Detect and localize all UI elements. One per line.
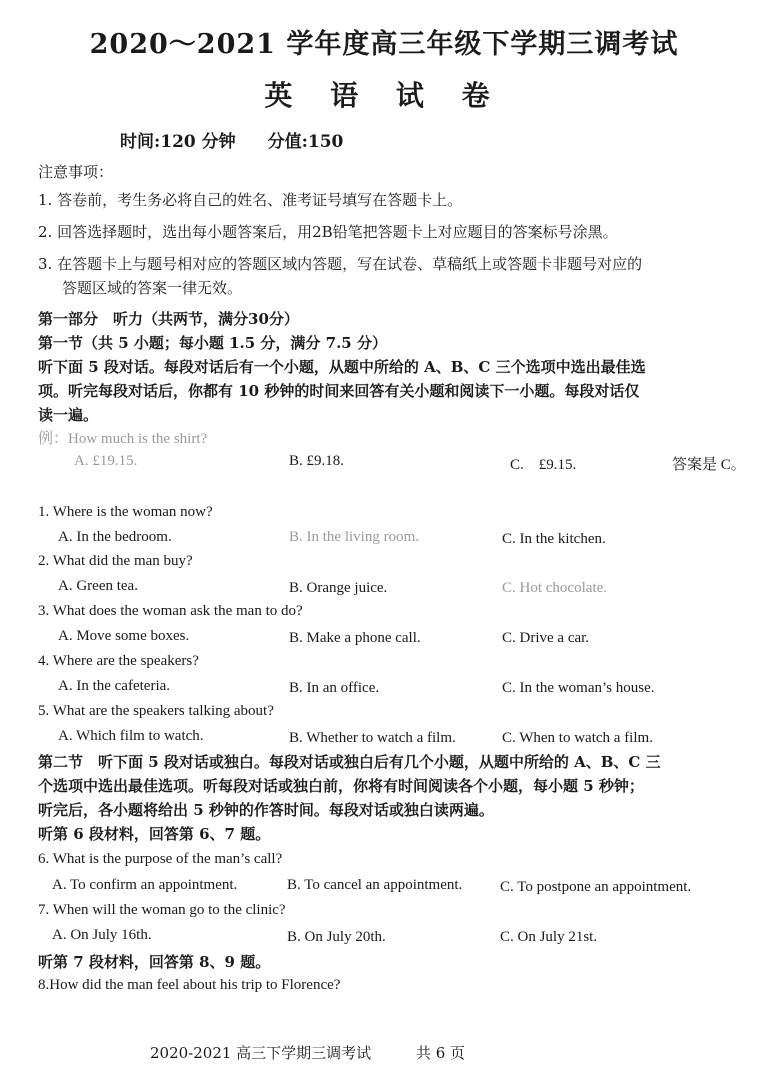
example-option-a: A. £19.15.: [74, 453, 138, 469]
option-b: B. Make a phone call.: [289, 630, 421, 646]
question-6: 6. What is the purpose of the man’s call?: [38, 851, 283, 867]
option-b: B. In an office.: [289, 680, 380, 696]
question-3: 3. What does the woman ask the man to do?: [38, 603, 303, 619]
option-a: A. In the bedroom.: [58, 529, 172, 545]
example-option-c: C. £9.15.: [510, 457, 577, 473]
question-5: 5. What are the speakers talking about?: [38, 703, 274, 719]
notes-heading: 注意事项：: [38, 163, 114, 181]
option-a: A. In the cafeteria.: [58, 678, 171, 694]
option-a: A. Which film to watch.: [58, 728, 204, 744]
option-c: C. Drive a car.: [502, 630, 590, 646]
question-1: 1. Where is the woman now?: [38, 504, 213, 520]
material-7-heading: 听第 7 段材料，回答第 8、9 题。: [38, 953, 271, 971]
note-item: 1. 答卷前，考生务必将自己的姓名、准考证号填写在答题卡上。: [38, 191, 463, 209]
notes-section: [38, 160, 758, 300]
footer-exam-name: 2020-2021 高三下学期三调考试: [150, 1044, 372, 1062]
section2-instruction: [38, 750, 758, 846]
option-c: C. To postpone an appointment.: [500, 879, 692, 895]
option-b: B. In the living room.: [289, 529, 419, 545]
option-a: A. Move some boxes.: [58, 628, 190, 644]
exam-score: 分值:150: [267, 132, 344, 152]
part1-title: 第一部分 听力（共两节，满分30分）: [38, 310, 299, 328]
example-option-b: B. £9.18.: [289, 453, 345, 469]
section1-instruction: 项。听完每段对话后，你都有 10 秒钟的时间来回答有关小题和阅读下一小题。每段对话仅: [38, 382, 640, 400]
section1-instruction: 读一遍。: [38, 406, 99, 424]
section1-instruction: 听下面 5 段对话。每段对话后有一个小题，从题中所给的 A、B、C 三个选项中选出最佳选: [38, 358, 646, 376]
exam-time: 时间:120 分钟: [120, 132, 236, 152]
exam-subtitle: 英 语 试 卷: [264, 79, 504, 112]
option-c: C. On July 21st.: [500, 929, 598, 945]
example-answer: 答案是 C。: [672, 457, 746, 473]
exam-title: 2020～2021 学年度高三年级下学期三调考试: [89, 29, 679, 60]
option-c: C. In the kitchen.: [502, 531, 606, 547]
option-c: C. In the woman’s house.: [502, 680, 655, 696]
footer-page-count: 共 6 页: [415, 1044, 466, 1062]
note-item: 3. 在答题卡上与题号相对应的答题区域内答题，写在试卷、草稿纸上或答题卡非题号对应的: [38, 255, 643, 273]
option-c: C. When to watch a film.: [502, 730, 653, 746]
question-2: 2. What did the man buy?: [38, 553, 193, 569]
exam-meta: [120, 127, 369, 152]
material-6-heading: 听第 6 段材料，回答第 6、7 题。: [38, 825, 271, 843]
question-7: 7. When will the woman go to the clinic?: [38, 902, 286, 918]
option-b: B. Orange juice.: [289, 580, 388, 596]
option-a: A. On July 16th.: [52, 927, 152, 943]
question-8: 8.How did the man feel about his trip to Florence?: [38, 977, 341, 993]
section1-title: 第一节（共 5 小题；每小题 1.5 分，满分 7.5 分）: [38, 334, 387, 352]
section2-line: 个选项中选出最佳选项。听每段对话或独白前，你将有时间阅读各个小题，每小题 5 秒钟；: [38, 777, 644, 795]
option-b: B. Whether to watch a film.: [289, 730, 456, 746]
option-a: A. Green tea.: [58, 578, 138, 594]
option-a: A. To confirm an appointment.: [52, 877, 238, 893]
option-b: B. To cancel an appointment.: [287, 877, 463, 893]
option-b: B. On July 20th.: [287, 929, 386, 945]
part1-section: [38, 307, 758, 427]
example-question: 例：How much is the shirt?: [38, 431, 208, 447]
section2-line: 第二节 听下面 5 段对话或独白。每段对话或独白后有几个小题，从题中所给的 A、B、C 三: [38, 753, 661, 771]
question-4: 4. Where are the speakers?: [38, 653, 199, 669]
note-item: 答题区域的答案一律无效。: [62, 279, 243, 297]
page-footer: [150, 1042, 505, 1063]
section2-line: 听完后，各小题将给出 5 秒钟的作答时间。每段对话或独白读两遍。: [38, 801, 494, 819]
note-item: 2. 回答选择题时，选出每小题答案后，用2B铅笔把答题卡上对应题目的答案标号涂黑。: [38, 223, 618, 241]
option-c: C. Hot chocolate.: [502, 580, 607, 596]
